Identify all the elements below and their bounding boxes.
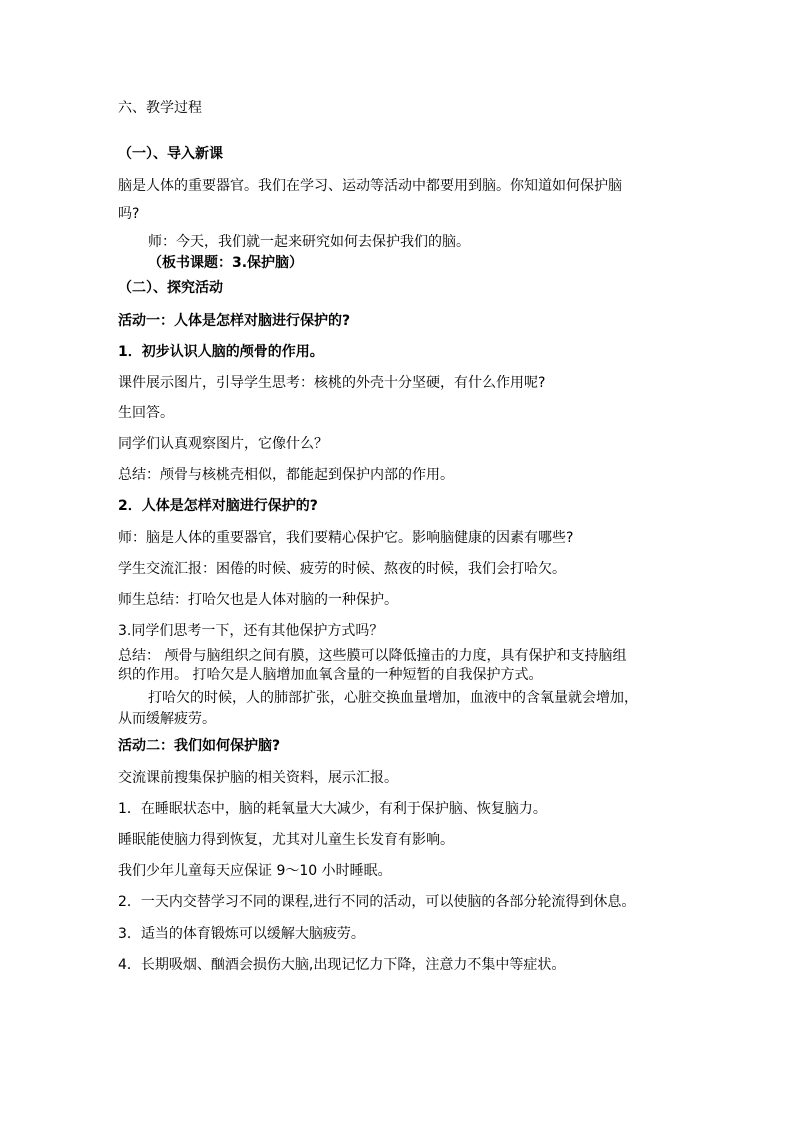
a1-item3: 3.同学们思考一下，还有其他保护方式吗？ bbox=[118, 623, 384, 639]
board-title: （板书课题：3.保护脑） bbox=[148, 255, 304, 271]
section-title: 六、教学过程 bbox=[118, 100, 202, 116]
a1-item2-p3: 师生总结：打哈欠也是人体对脑的一种保护。 bbox=[118, 592, 398, 608]
summary-line-4: 从而缓解疲劳。 bbox=[118, 711, 216, 727]
a1-item2-p1: 师：脑是人体的重要器官，我们要精心保护它。影响脑健康的因素有哪些? bbox=[118, 530, 574, 546]
activity2-heading: 活动二：我们如何保护脑? bbox=[118, 738, 281, 754]
a1-item1-heading: 1．初步认识人脑的颅骨的作用。 bbox=[118, 344, 324, 360]
summary-line-1: 总结： 颅骨与脑组织之间有膜，这些膜可以降低撞击的力度，具有保护和支持脑组 bbox=[118, 648, 627, 664]
part2-heading: （二）、探究活动 bbox=[118, 280, 223, 296]
a1-item1-p4: 总结：颅骨与核桃壳相似，都能起到保护内部的作用。 bbox=[118, 467, 454, 483]
a1-item1-p1: 课件展示图片，引导学生思考：核桃的外壳十分坚硬，有什么作用呢? bbox=[118, 375, 546, 391]
a1-item1-p3: 同学们认真观察图片，它像什么？ bbox=[118, 436, 328, 452]
a2-item1-p3: 我们少年儿童每天应保证 9～10 小时睡眠。 bbox=[118, 863, 392, 879]
teacher-line: 师：今天，我们就一起来研究如何去保护我们的脑。 bbox=[148, 234, 470, 250]
a2-item1: 1．在睡眠状态中，脑的耗氧量大大减少，有利于保护脑、恢复脑力。 bbox=[118, 801, 547, 817]
a2-item4: 4．长期吸烟、酗酒会损伤大脑,出现记忆力下降，注意力不集中等症状。 bbox=[118, 957, 566, 973]
activity1-heading: 活动一：人体是怎样对脑进行保护的? bbox=[118, 313, 351, 329]
intro-line-1: 脑是人体的重要器官。我们在学习、运动等活动中都要用到脑。你知道如何保护脑 bbox=[118, 178, 622, 194]
summary-line-3: 打哈欠的时候，人的肺部扩张，心脏交换血量增加，血液中的含氧量就会增加， bbox=[148, 690, 638, 706]
a1-item2-p2: 学生交流汇报：困倦的时候、疲劳的时候、熬夜的时候，我们会打哈欠。 bbox=[118, 561, 566, 577]
a2-item1-p2: 睡眠能使脑力得到恢复，尤其对儿童生长发育有影响。 bbox=[118, 832, 454, 848]
a2-item2: 2．一天内交替学习不同的课程,进行不同的活动，可以使脑的各部分轮流得到休息。 bbox=[118, 894, 636, 910]
intro-line-2: 吗? bbox=[118, 206, 140, 222]
summary-line-2: 织的作用。 打哈欠是人脑增加血氧含量的一种短暂的自我保护方式。 bbox=[118, 667, 543, 683]
a2-p1: 交流课前搜集保护脑的相关资料，展示汇报。 bbox=[118, 770, 398, 786]
a1-item1-p2: 生回答。 bbox=[118, 405, 174, 421]
a1-item2-heading: 2．人体是怎样对脑进行保护的? bbox=[118, 498, 318, 514]
part1-heading: （一）、导入新课 bbox=[118, 146, 223, 162]
a2-item3: 3．适当的体育锻炼可以缓解大脑疲劳。 bbox=[118, 926, 365, 942]
